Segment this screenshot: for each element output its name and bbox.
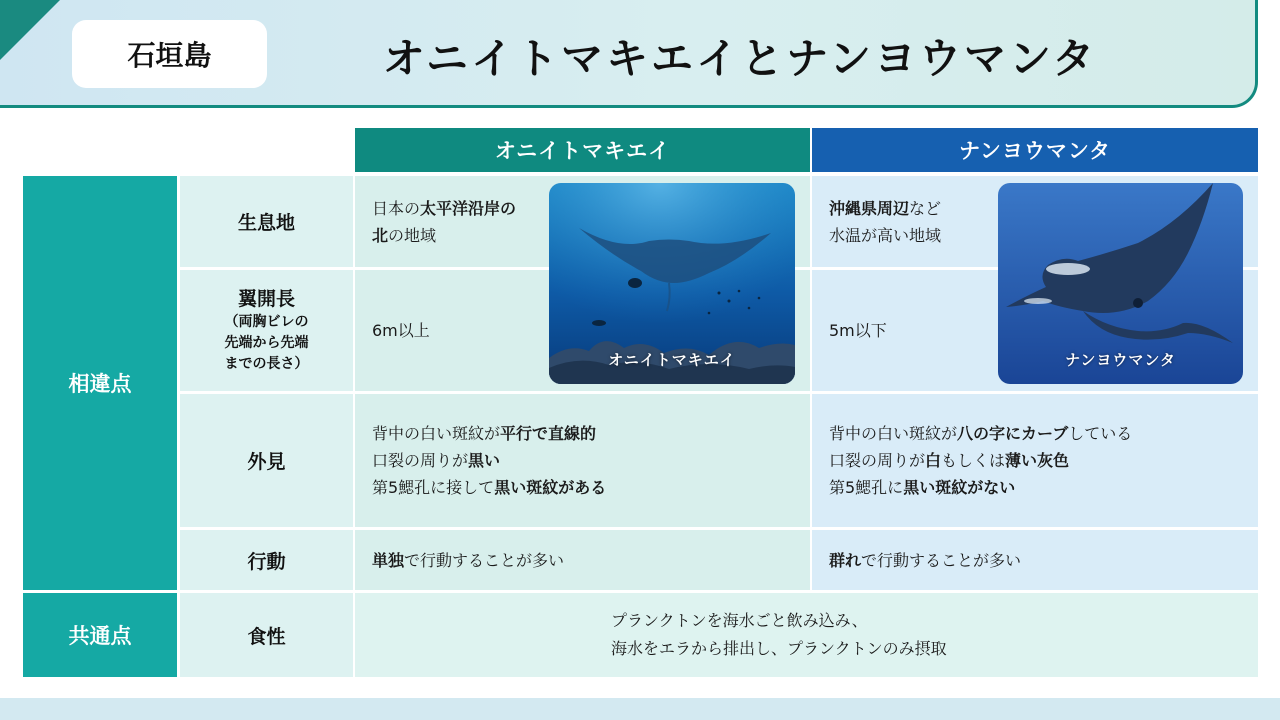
photo-left-caption: オニイトマキエイ	[608, 351, 736, 369]
row-label-habitat-text: 生息地	[237, 212, 295, 234]
row-label-appearance-text: 外見	[247, 451, 286, 473]
footer-band	[0, 698, 1280, 720]
location-badge: 石垣島	[72, 20, 267, 88]
photo-right-caption: ナンヨウマンタ	[1065, 351, 1176, 369]
behavior-left-cell	[355, 530, 810, 590]
habitat-right-line-1: 沖縄県周辺など	[829, 198, 942, 218]
photo-left-manta	[549, 183, 795, 384]
group-differences: 相違点	[23, 176, 177, 590]
habitat-left-line-1: 日本の太平洋沿岸の	[372, 198, 517, 218]
diet-line-2: 海水をエラから排出し、プランクトンのみ摂取	[611, 639, 947, 658]
diet-line-1: プランクトンを海水ごと飲み込み、	[611, 611, 868, 630]
behavior-right-text: 群れで行動することが多い	[829, 550, 1022, 570]
page-title: オニイトマキエイとナンヨウマンタ	[382, 34, 1098, 83]
behavior-right-cell	[812, 530, 1258, 590]
row-label-wingspan	[180, 270, 353, 391]
wingspan-right-value: 5m以下	[829, 321, 887, 340]
wingspan-note-3: までの長さ）	[224, 356, 309, 372]
row-label-appearance	[180, 394, 353, 527]
title-banner	[0, 0, 1258, 108]
row-label-wingspan-text: 翼開長	[237, 288, 295, 310]
appearance-left-cell	[355, 394, 810, 527]
habitat-right-line-2: 水温が高い地域	[829, 225, 942, 245]
row-label-diet	[180, 593, 353, 677]
row-label-habitat	[180, 176, 353, 267]
column-header-right: ナンヨウマンタ	[812, 128, 1258, 172]
appearance-right-line-1: 背中の白い斑紋が八の字にカーブしている	[829, 424, 1133, 443]
appearance-right-cell	[812, 394, 1258, 527]
wingspan-note-2: 先端から先端	[224, 335, 309, 351]
appearance-right-line-3: 第5鰓孔に黒い斑紋がない	[829, 478, 1016, 497]
corner-accent	[0, 0, 60, 60]
diet-cell	[355, 593, 1258, 677]
wingspan-note-1: （両胸ビレの	[224, 314, 309, 330]
appearance-left-line-3: 第5鰓孔に接して黒い斑紋がある	[372, 478, 607, 497]
row-label-behavior	[180, 530, 353, 590]
column-header-left: オニイトマキエイ	[355, 128, 810, 172]
group-common: 共通点	[23, 593, 177, 677]
appearance-right-line-2: 口裂の周りが白もしくは薄い灰色	[829, 451, 1070, 470]
behavior-left-text: 単独で行動することが多い	[372, 550, 565, 570]
wingspan-left-value: 6m以上	[372, 321, 430, 340]
habitat-left-line-2: 北の地域	[372, 225, 437, 245]
row-label-behavior-text: 行動	[247, 550, 286, 573]
appearance-left-line-2: 口裂の周りが黒い	[372, 451, 501, 470]
row-label-diet-text: 食性	[247, 625, 286, 648]
appearance-left-line-1: 背中の白い斑紋が平行で直線的	[372, 424, 597, 443]
photo-right-manta	[998, 183, 1243, 384]
